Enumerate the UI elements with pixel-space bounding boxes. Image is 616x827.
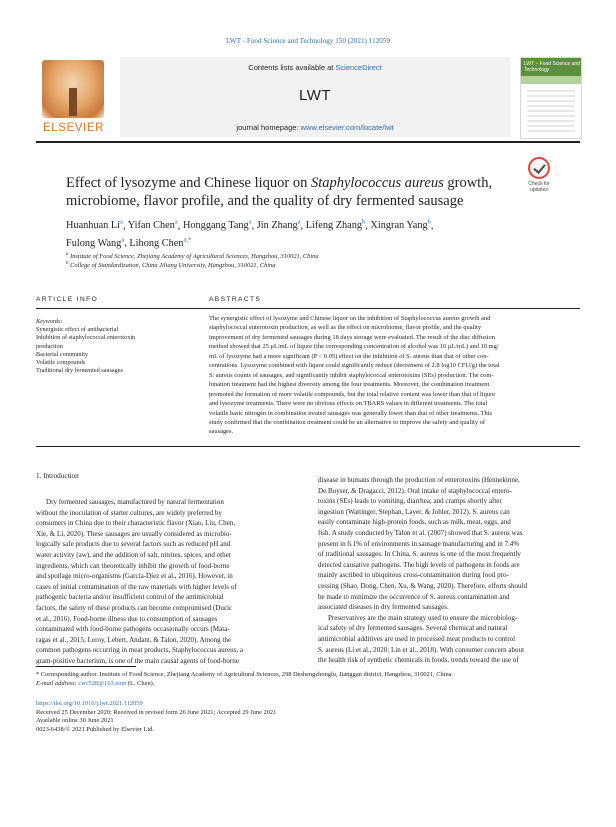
body-line: ingestion (Wattinger, Stephan, Layer, & Johler, 2012). S. aureus can: [318, 507, 510, 516]
journal-cover-thumbnail[interactable]: [520, 57, 582, 139]
check-for-updates-button[interactable]: [520, 157, 558, 201]
keyword: Volatile compounds: [36, 359, 86, 367]
body-line: contaminated with food-borne pathogens occasionally occurs (Mata-: [36, 625, 230, 634]
body-line: pathogenic bacteria and/or insufficient control of the antimicrobial: [36, 593, 224, 602]
keyword: production: [36, 342, 63, 350]
section-rule-top: [36, 308, 580, 309]
journal-masthead: [120, 57, 510, 137]
author[interactable]: Honggang Tang$^a$: [182, 219, 252, 232]
email-suffix: (L. Chen).: [126, 680, 155, 687]
keywords-list: [36, 326, 186, 376]
body-line: water activity (aw), and the addition of salt, nitrites, spices, and other: [36, 550, 232, 559]
elsevier-wordmark: ELSEVIER: [42, 122, 105, 134]
contents-prefix: Contents lists available at: [248, 63, 336, 72]
author[interactable]: Fulong Wang$^a$: [66, 236, 125, 249]
body-line: De Buyser, & Dragacci, 2012). Oral intake of staphylococcal entero-: [318, 486, 512, 495]
abstract-line: improvement of dry fermented sausages during 18 days storage were evaluated. The result of the disc diffusion: [209, 333, 495, 341]
abstract-line: and lysozyme treatments. There were no obvious effects on TBARS values in different treatments. The total: [209, 400, 488, 408]
email-link[interactable]: cwc528@163.com: [78, 680, 127, 687]
keyword: Traditional dry fermented sausages: [36, 367, 123, 375]
body-line: logically safe products due to several factors such as reduced pH and: [36, 540, 231, 549]
journal-name: LWT: [298, 87, 332, 104]
title-part-2: growth, microbiome, flavor profile, and the quality of dry fermented sausage: [66, 175, 493, 209]
homepage-link[interactable]: www.elsevier.com/locate/lwt: [300, 123, 394, 132]
contents-line: [120, 63, 510, 72]
abstract-heading: ABSTRACTS: [209, 296, 262, 303]
affiliation: $^b$ College of Standardization, China Jiliang University, Hangzhou, 310021, China: [66, 261, 276, 270]
body-line: ingredients, which can theoretically inhibit the growth of food-borne: [36, 561, 230, 570]
body-line: the health risk of synthetic chemicals in foods, trends toward the use of: [318, 656, 519, 665]
author[interactable]: Lihong Chen$^{a,*}$: [129, 236, 192, 249]
title-organism: Staphylococcus aureus: [310, 175, 444, 191]
publication-info: [36, 700, 580, 734]
body-line: et al., 2016). Food-borne illness due to consumption of sausages: [36, 614, 218, 623]
intro-left-column: [36, 497, 298, 667]
abstract-line: promoted the formation of more volatile compounds, but the total relative content was lower than that of liquor: [209, 390, 496, 398]
abstract-line: centrations. Lysozyme combined with liquor could significantly reduce (decrement of 2.8 log10 CFU/g) the total: [209, 362, 500, 370]
body-line: factors, the safety of these products can become compromised (Ducic: [36, 603, 233, 612]
available-online: Available online 30 June 2021: [36, 717, 114, 725]
body-line: fish. A study conducted by Talon et al. (2007) showed that S. aureus was: [318, 528, 523, 537]
elsevier-tree-trunk: [69, 88, 77, 116]
body-line: of traditional sausages. In China, S. aureus is one of the most frequently: [318, 550, 521, 559]
copyright: 0023-6438/© 2021 Published by Elsevier Ltd.: [36, 725, 155, 733]
email-line: [36, 679, 580, 688]
body-line: detected causative pathogens. The high levels of pathogens in foods are: [318, 560, 520, 569]
author[interactable]: Yifan Chen$^a$: [127, 219, 178, 232]
body-line: gram-positive bacterium, is one of the main causal agents of food-borne: [36, 656, 239, 665]
cover-stripe: [521, 76, 581, 84]
journal-reference[interactable]: LWT - Food Science and Technology 150 (2021) 112059: [225, 37, 391, 45]
article-title: [66, 174, 506, 210]
check-updates-label: Check for updates: [528, 181, 550, 193]
affiliation: $^a$ Institute of Food Science, Zhejiang Academy of Agricultural Sciences, Hangzhou, 310021, China: [66, 252, 319, 261]
corresponding-author: * Corresponding author. Institute of Food Science, Zhejiang Academy of Agricultural Sciences, 298 Deshengzhonglu, Jianggan district, Hangzhou, 310021, China.: [36, 671, 454, 678]
author-list: Huanhuan Li$^a$, Yifan Chen$^a$, Honggang Tang$^a$, Jin Zhang$^a$, Lifeng Zhang$^b$, Xingran Yang$^b$, Fulong Wang$^a$, Lihong Chen$^{a,*}$: [66, 219, 434, 249]
title-part-1: Effect of lysozyme and Chinese liquor on: [66, 175, 311, 191]
body-line: cases of initial contamination of the raw materials with higher levels of: [36, 582, 237, 591]
body-line: Xie, & Li, 2020). These sausages are usually considered as microbio-: [36, 529, 232, 538]
email-label: E-mail address:: [36, 680, 79, 687]
body-line: toxins (SEs) leads to vomiting, diarrhea, and cramps shortly after: [318, 497, 502, 506]
body-line: ical safety of dry fermented sausages. Several chemical and natural: [318, 624, 508, 633]
body-line: cessing (Shao, Dong, Chen, Xu, & Wang, 2020). Therefore, efforts should: [318, 581, 528, 590]
abstract-line: sausages.: [209, 428, 234, 436]
author[interactable]: Jin Zhang$^a$: [256, 219, 301, 232]
abstract-line: The synergistic effect of lysozyme and Chinese liquor on the inhibition of Staphylococcus aureus growth and: [209, 315, 491, 322]
body-line: consumers in China due to their characteristic flavor (Xiao, Liu, Chen,: [36, 519, 236, 528]
elsevier-logo[interactable]: [36, 58, 111, 136]
body-line: be made to minimize the occurrence of S. aureus contamination and: [318, 592, 510, 601]
section-rule-bottom: [36, 446, 580, 447]
received-dates: Received 25 December 2020; Received in revised form 26 June 2021; Accepted 29 June 2021: [36, 708, 277, 716]
keyword: Inhibition of staphylococcal enterotoxin: [36, 334, 136, 342]
body-line: common pathogens occurring in meat products, Staphylococcus aureus, a: [36, 646, 244, 655]
body-line: antimicrobial additives are used in processed meat products to control: [318, 634, 516, 643]
body-line: present in 6.1% of environments in sausage manufacturing and in 7.4%: [318, 539, 520, 548]
sciencedirect-link[interactable]: ScienceDirect: [335, 63, 382, 72]
body-line: ragas et al., 2015; Leroy, Lebert, Andant, & Talon, 2020). Among the: [36, 635, 232, 644]
journal-homepage: [120, 123, 510, 132]
intro-right-column: [318, 475, 580, 666]
body-line: Preservatives are the main strategy used to ensure the microbiolog-: [328, 613, 518, 622]
abstract-line: study confirmed that the combination treatment could be an alternative to improve the safety and quality of: [209, 418, 486, 426]
body-line: disease in humans through the production of enterotoxins (Hennekinne,: [318, 476, 520, 484]
body-line: S. aureus (Li et al., 2020; Lin et al., 2018). With consumer concern about: [318, 645, 525, 654]
body-line: and spoilage micro-organisms (García-Díez et al., 2016). However, in: [36, 572, 233, 581]
keywords-label: Keywords:: [36, 318, 63, 325]
homepage-prefix: journal homepage:: [236, 123, 301, 132]
abstract-line: volatile basic nitrogen in combination treated sausages was generally lower than that of other treatments. This: [209, 409, 493, 417]
section-heading-introduction: 1. Introduction: [36, 472, 79, 480]
abstract-line: S. aureus counts of sausages, and significantly inhibit staphylococcal enterotoxins (SEs) production. The com-: [209, 371, 494, 379]
abstract-line: mL of lysozyme had a more significant (P < 0.05) effect on the inhibition of S. aureus than that of other con-: [209, 352, 489, 360]
abstract-text: [209, 314, 580, 437]
abstract-line: method showed that 25 μL/mL of liquor (the corresponding concentration of alcohol was 10 μL/mL) and 10 mg/: [209, 343, 499, 351]
body-line: without the inoculation of starter cultures, are widely preferred by: [36, 508, 222, 517]
doi-link[interactable]: https://doi.org/10.1016/j.lwt.2021.112059: [36, 700, 143, 707]
check-updates-icon: [528, 157, 550, 179]
keyword: Synergistic effect of antibacterial: [36, 326, 119, 333]
article-info-heading: ARTICLE INFO: [36, 296, 99, 303]
abstract-line: bination treatment had the highest diversity among the four treatments. Moreover, the combination treatment: [209, 381, 490, 389]
body-line: associated diseases in dry fermented sausages.: [318, 603, 449, 612]
abstract-line: staphylococcal enterotoxin production, as well as the effect on microbiome, flavor profile, and the quality: [209, 324, 482, 332]
cover-title: LWT – Food Science and Technology: [524, 61, 580, 73]
corresponding-author-footnote: [36, 670, 580, 688]
cover-body: [527, 90, 575, 132]
footnote-rule: [36, 666, 136, 667]
body-line: Dry fermented sausages, manufactured by natural fermentation: [46, 498, 224, 506]
keyword: Bacterial community: [36, 350, 89, 358]
body-line: easily contaminate high-protein foods, such as milk, meat, eggs, and: [318, 518, 511, 527]
author[interactable]: Xingran Yang$^b$: [370, 219, 431, 232]
author[interactable]: Lifeng Zhang$^b$: [305, 219, 366, 232]
masthead-rule: [36, 141, 580, 143]
body-line: mainly ascribed to ubiquitous cross-contamination during food pro-: [318, 571, 509, 580]
author[interactable]: Huanhuan Li$^a$: [66, 219, 123, 232]
